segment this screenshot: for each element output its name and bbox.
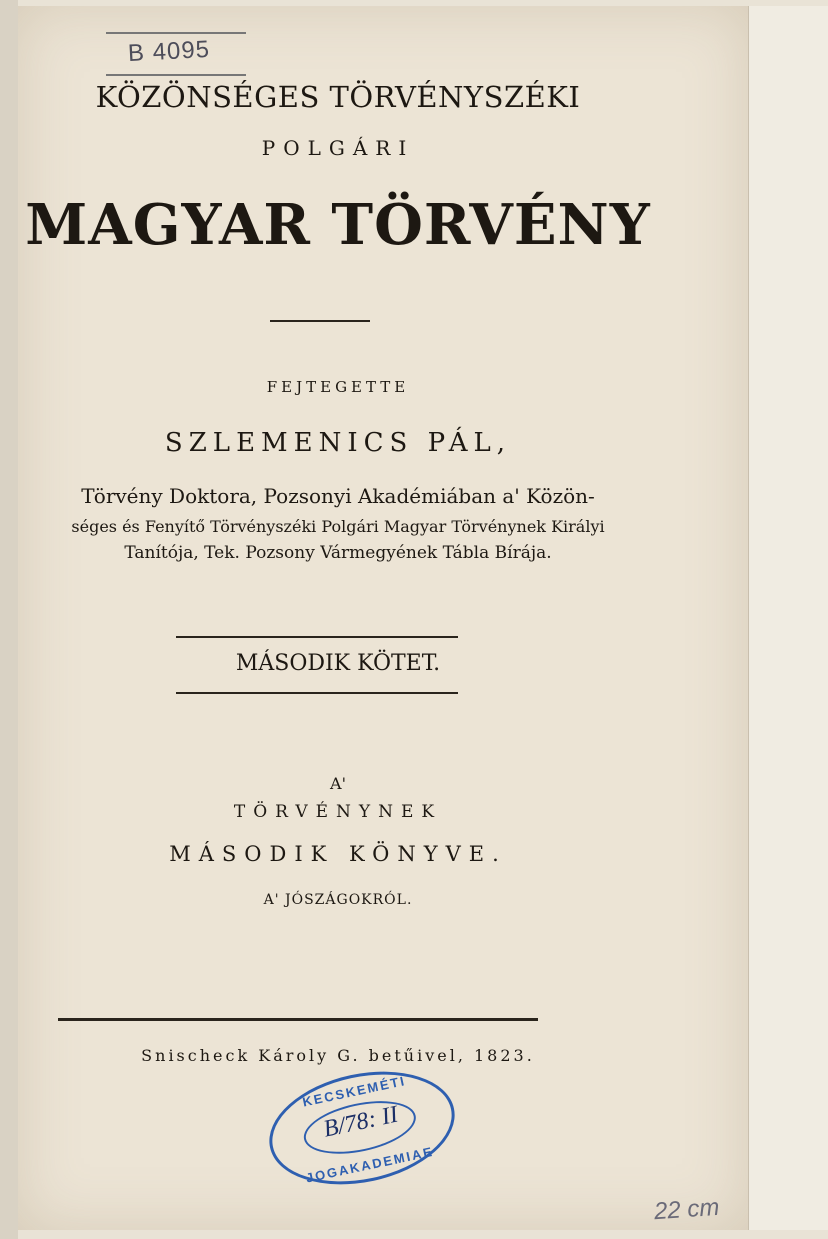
right-page-margin: [748, 6, 828, 1230]
author-description-line-2: séges és Fenyítő Törvényszéki Polgári Magyar Törvénynek Királyi: [71, 517, 605, 536]
book-line-3: MÁSODIK KÖNYVE.: [169, 842, 507, 866]
book-subject: A' JÓSZÁGOKRÓL.: [263, 892, 413, 908]
book-article: A': [330, 774, 346, 793]
imprint: Snischeck Károly G. betűivel, 1823.: [141, 1046, 535, 1065]
author-description-line-1: Törvény Doktora, Pozsonyi Akadémiában a' Közön-: [81, 484, 595, 508]
library-stamp: [259, 1056, 465, 1201]
title-line-2: POLGÁRI: [261, 136, 415, 160]
author-description-line-3: Tanítója, Tek. Pozsony Vármegyének Tábla Bírája.: [124, 543, 552, 563]
title-page: [18, 6, 749, 1230]
stamp-number: B/78: II: [321, 1101, 401, 1143]
book-line-2: TÖRVÉNYNEK: [233, 802, 443, 822]
shelfmark-text: B 4095: [127, 35, 211, 68]
left-page-edge: [0, 0, 18, 1239]
stamp-bottom-text: JOGAKADEMIAE: [304, 1143, 436, 1186]
volume-rule-bottom: [176, 692, 458, 694]
author-intro: FEJTEGETTE: [266, 378, 410, 396]
title-divider: [270, 320, 370, 322]
volume-label: MÁSODIK KÖTET.: [235, 651, 441, 676]
imprint-rule: [58, 1018, 538, 1021]
stamp-top-text: KECSKEMÉTI: [301, 1073, 408, 1110]
shelfmark-label: [106, 32, 246, 76]
title-line-1: KÖZÖNSÉGES TÖRVÉNYSZÉKI: [95, 80, 581, 114]
author-name: SZLEMENICS PÁL,: [164, 428, 512, 458]
size-note: 22 cm: [653, 1193, 721, 1226]
volume-rule-top: [176, 636, 458, 638]
main-title: MAGYAR TÖRVÉNY: [25, 192, 651, 258]
